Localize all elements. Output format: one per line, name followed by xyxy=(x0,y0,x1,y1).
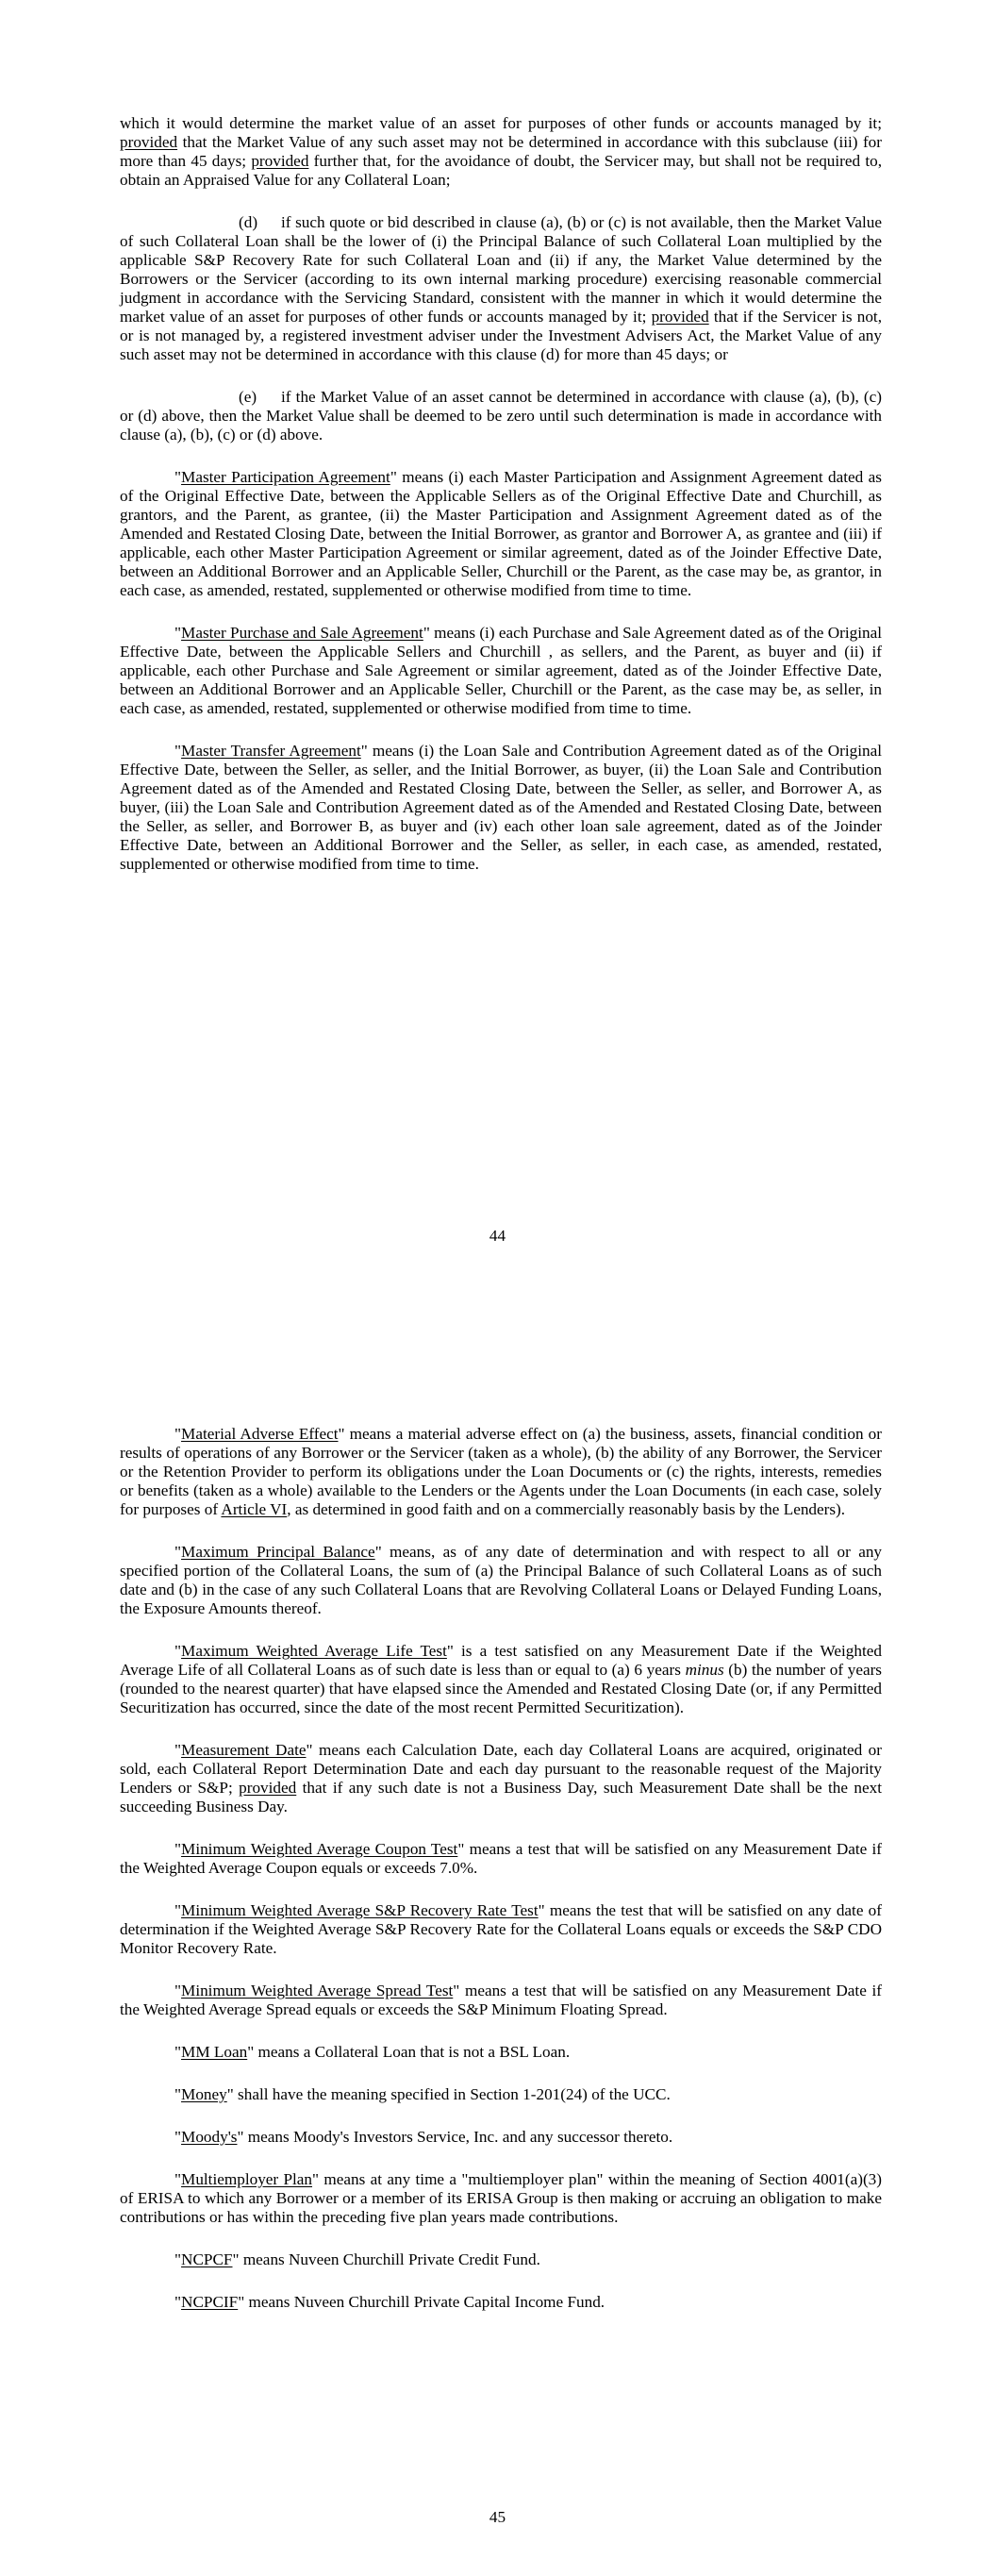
definition-ncpcf xyxy=(120,2250,882,2269)
text-run: " xyxy=(174,1543,182,1561)
text-run: " means the test that will be satisfied on any date of determination if the Weighted Average S&P Recovery Rate for the Collateral Loans equals or exceeds the S&P CDO Monitor Recovery Rate. xyxy=(120,1901,883,1957)
text-run: " means, as of any date of determination and with respect to all or any specified portion of the Collateral Loans, the sum of (a) the Principal Balance of such Collateral Loans as of such date and (b) in the case of any such Collateral Loans that are Revolving Collateral Loans or Delayed Funding Loans, the Exposure Amounts thereof. xyxy=(120,1543,883,1617)
text-run: " means (i) the Loan Sale and Contribution Agreement dated as of the Original Effective Date, between the Seller, as seller, and the Initial Borrower, as buyer, (ii) the Loan Sale and Contribution Agreement dated as of the Amended and Restated Closing Date, between the Seller, as seller, and Borrower A, as buyer, (iii) the Loan Sale and Contribution Agreement dated as of the Amended and Restated Closing Date, between the Seller, as seller, and Borrower B, as buyer and (iv) each other loan sale agreement, dated as of the Joinder Effective Date, between an Additional Borrower and the Seller, as seller, in each case, as amended, restated, supplemented or otherwise modified from time to time. xyxy=(120,742,882,873)
defined-term: provided xyxy=(251,152,309,170)
definition-measurement-date xyxy=(120,1741,882,1816)
defined-term: Minimum Weighted Average S&P Recovery Rate Test xyxy=(181,1901,539,1919)
defined-term: Master Participation Agreement xyxy=(181,468,390,486)
text-run: " means each Calculation Date, each day Collateral Loans are acquired, originated or sold, each Collateral Report Determination Date and each day pursuant to the reasonable request of the Majority Lenders or S&P; xyxy=(120,1741,882,1797)
defined-term: provided xyxy=(120,133,178,151)
text-run: if the Market Value of an asset cannot be determined in accordance with clause (a), (b), (c) or (d) above, then the Market Value shall be deemed to be zero until such determination is made in accordance with clause (a), (b), (c) or (d) above. xyxy=(120,388,882,443)
text-run: " xyxy=(174,2170,182,2188)
defined-term: Article VI xyxy=(221,1500,288,1518)
text-run: that if any such date is not a Business Day, such Measurement Date shall be the next succeeding Business Day. xyxy=(120,1779,882,1815)
text-run: " xyxy=(174,1901,182,1919)
defined-term: provided xyxy=(239,1779,297,1797)
text-run: " is a test satisfied on any Measurement Date if the Weighted Average Life of all Collateral Loans as of such date is less than or equal to (a) 6 years xyxy=(120,1642,882,1679)
text-run: " means (i) each Purchase and Sale Agreement dated as of the Original Effective Date, between the Applicable Sellers and Churchill , as sellers, and the Parent, as buyer and (ii) if applicable, each other Purchase and Sale Agreement or similar agreement, dated as of the Joinder Effective Date, between an Additional Borrower and an Applicable Seller, Churchill or the Parent, as the case may be, as seller, in each case, as amended, restated, supplemented or otherwise modified from time to time. xyxy=(120,624,882,717)
definition-ncpcif xyxy=(120,2293,882,2312)
defined-term: Moody's xyxy=(181,2128,238,2146)
defined-term: NCPCIF xyxy=(181,2293,239,2311)
text-run: that if the Servicer is not, or is not managed by, a registered investment adviser under the Investment Advisers Act, the Market Value of any such asset may not be determined in accordance with this clause (d) for more than 45 days; or xyxy=(120,308,883,363)
text-run: " means Nuveen Churchill Private Capital Income Fund. xyxy=(238,2293,605,2311)
definition-master-transfer-agreement xyxy=(120,742,882,874)
text-run: " xyxy=(174,1982,182,1999)
text-run: " xyxy=(174,468,182,486)
text-run: " means a test that will be satisfied on any Measurement Date if the Weighted Average Coupon equals or exceeds 7.0%. xyxy=(120,1840,882,1877)
definition-money xyxy=(120,2085,882,2104)
text-run: (b) the number of years (rounded to the nearest quarter) that have elapsed since the Amended and Restated Closing Date (or, if any Permitted Securitization has occurred, since the date of the most recent Permitted Securitization). xyxy=(120,1661,882,1716)
definition-master-participation-agreement xyxy=(120,468,882,600)
clause-label: (d) xyxy=(239,213,258,231)
page-number: 44 xyxy=(489,1227,506,1245)
definition-minimum-weighted-average-spread-test xyxy=(120,1982,882,2019)
text-run: " xyxy=(174,2293,182,2311)
defined-term: Measurement Date xyxy=(181,1741,307,1759)
text-run: " xyxy=(174,1425,182,1443)
text-run: that the Market Value of any such asset may not be determined in accordance with this subclause (iii) for more than 45 days; xyxy=(120,133,882,170)
defined-term: MM Loan xyxy=(181,2043,248,2061)
text-run: " xyxy=(174,1741,182,1759)
definition-master-purchase-and-sale-agreement xyxy=(120,624,882,718)
text-run: " xyxy=(174,2250,182,2268)
text-run: " means Nuveen Churchill Private Credit Fund. xyxy=(232,2250,540,2268)
text-run: " xyxy=(174,2085,182,2103)
defined-term: Multiemployer Plan xyxy=(181,2170,313,2188)
definition-maximum-principal-balance xyxy=(120,1543,882,1618)
text-run: " means at any time a "multiemployer plan" within the meaning of Section 4001(a)(3) of ERISA to which any Borrower or a member of its ERISA Group is then making or accruing an obligation to make contributions or has within the preceding five plan years made contributions. xyxy=(120,2170,882,2226)
defined-term: provided xyxy=(651,308,709,326)
text-run: " shall have the meaning specified in Section 1-201(24) of the UCC. xyxy=(226,2085,671,2103)
text-run: " means a Collateral Loan that is not a BSL Loan. xyxy=(247,2043,571,2061)
text-run: " means (i) each Master Participation and Assignment Agreement dated as of the Original Effective Date, between the Applicable Sellers as of the Original Effective Date and Churchill, as grantors, and the Parent, as grantee, (ii) the Master Participation and Assignment Agreement dated as of the Amended and Restated Closing Date, between the Initial Borrower, as grantor and Borrower A, as grantee and (iii) if applicable, each other Master Participation Agreement or similar agreement, dated as of the Joinder Effective Date, between an Additional Borrower and an Applicable Seller, Churchill or the Parent, as the case may be, as grantor, in each case, as amended, restated, supplemented or otherwise modified from time to time. xyxy=(120,468,882,599)
page-45 xyxy=(0,1293,995,2576)
text-run: which it would determine the market value of an asset for purposes of other funds or accounts managed by it; xyxy=(120,114,882,132)
defined-term: Money xyxy=(181,2085,227,2103)
defined-term: Master Transfer Agreement xyxy=(181,742,361,760)
definition-mm-loan xyxy=(120,2043,882,2062)
defined-term: Master Purchase and Sale Agreement xyxy=(181,624,423,642)
defined-term: Maximum Weighted Average Life Test xyxy=(181,1642,447,1660)
defined-term: Minimum Weighted Average Spread Test xyxy=(181,1982,454,1999)
text-run: " xyxy=(174,742,182,760)
page-45-body xyxy=(120,1425,882,2335)
text-run: " means Moody's Investors Service, Inc. and any successor thereto. xyxy=(237,2128,673,2146)
definition-minimum-weighted-average-coupon-test xyxy=(120,1840,882,1878)
definition-moodys xyxy=(120,2128,882,2147)
text-run: " means a test that will be satisfied on any Measurement Date if the Weighted Average Spread equals or exceeds the S&P Minimum Floating Spread. xyxy=(120,1982,882,2018)
emphasis-text: minus xyxy=(685,1661,724,1679)
text-run: " means a material adverse effect on (a) the business, assets, financial condition or results of operations of any Borrower or the Servicer (taken as a whole), (b) the ability of any Borrower, the Servicer or the Retention Provider to perform its obligations under the Loan Documents or (c) the rights, interests, remedies or benefits (taken as a whole) available to the Lenders or the Agents under the Loan Documents (in each case, solely for purposes of xyxy=(120,1425,882,1518)
defined-term: Material Adverse Effect xyxy=(181,1425,339,1443)
defined-term: Minimum Weighted Average Coupon Test xyxy=(181,1840,458,1858)
clause-label: (e) xyxy=(239,388,257,406)
clause-e xyxy=(120,388,882,444)
text-run: further that, for the avoidance of doubt, the Servicer may, but shall not be required to, obtain an Appraised Value for any Collateral Loan; xyxy=(120,152,882,189)
text-run: if such quote or bid described in clause (a), (b) or (c) is not available, then the Market Value of such Collateral Loan shall be the lower of (i) the Principal Balance of such Collateral Loan multiplied by the applicable S&P Recovery Rate for such Collateral Loan and (ii) if any, the Market Value determined by the Borrowers or the Servicer (according to its own internal marking procedure) exercising reasonable commercial judgment in accordance with the Servicing Standard, consistent with the manner in which it would determine the market value of an asset for purposes of other funds or accounts managed by it; xyxy=(120,213,882,326)
definition-maximum-weighted-average-life-test xyxy=(120,1642,882,1717)
text-run: " xyxy=(174,2128,182,2146)
definition-minimum-weighted-average-sp-recovery-rate-test xyxy=(120,1901,882,1958)
paragraph-market-value-continued xyxy=(120,114,882,190)
page-number: 45 xyxy=(489,2508,506,2526)
defined-term: NCPCF xyxy=(181,2250,233,2268)
definition-multiemployer-plan xyxy=(120,2170,882,2227)
text-run: " xyxy=(174,1840,182,1858)
text-run: " xyxy=(174,624,182,642)
definition-material-adverse-effect xyxy=(120,1425,882,1519)
text-run: " xyxy=(174,1642,182,1660)
text-run: " xyxy=(174,2043,182,2061)
defined-term: Maximum Principal Balance xyxy=(181,1543,375,1561)
text-run: , as determined in good faith and on a commercially reasonably basis by the Lenders). xyxy=(287,1500,846,1518)
page-44-body xyxy=(120,114,882,897)
clause-d xyxy=(120,213,882,364)
